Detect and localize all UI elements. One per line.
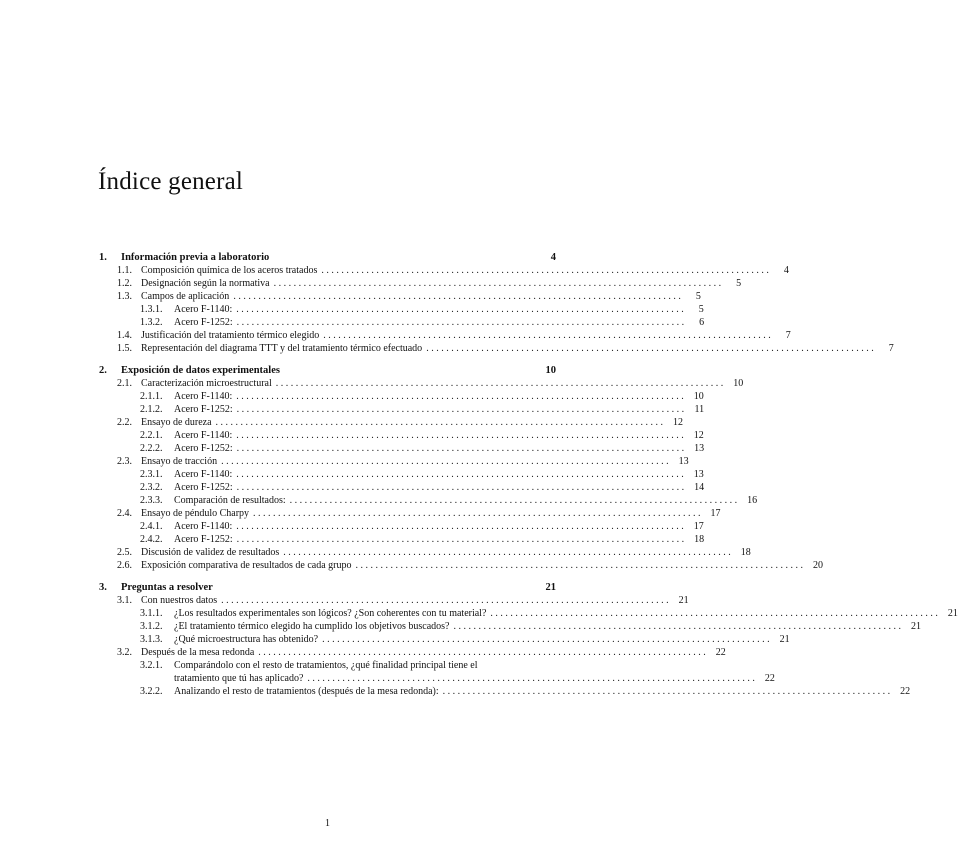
toc-entry-page: 21 <box>678 595 689 606</box>
toc-entry-number: 2.3.2. <box>140 482 163 493</box>
toc-subsection-entry[interactable] <box>140 403 705 416</box>
toc-leader-dots <box>233 290 681 303</box>
toc-entry-label: Acero F-1252: <box>174 482 233 493</box>
toc-entry-label: Representación del diagrama TTT y del tratamiento térmico efectuado <box>141 343 423 354</box>
toc-leader-dots <box>236 390 684 403</box>
toc-entry-number: 3.2.2. <box>140 686 163 697</box>
toc-subsection-entry[interactable] <box>140 659 556 672</box>
toc-entry-label: Caracterización microestructural <box>141 378 272 389</box>
toc-entry-label: Acero F-1140: <box>174 304 233 315</box>
toc-leader-dots <box>216 416 664 429</box>
toc-leader-dots <box>237 442 685 455</box>
toc-leader-dots <box>236 468 684 481</box>
toc-entry-label: Justificación del tratamiento térmico elegido <box>141 330 320 341</box>
toc-entry-page: 4 <box>550 252 556 263</box>
toc-entry-number: 3.1. <box>117 595 132 606</box>
toc-section-entry[interactable] <box>117 277 742 290</box>
toc-entry-label: Designación según la normativa <box>141 278 270 289</box>
toc-entry-page: 18 <box>740 547 751 558</box>
toc-leader-dots <box>443 685 891 698</box>
toc-subsection-entry[interactable] <box>140 316 705 329</box>
toc-leader-dots <box>490 607 938 620</box>
toc-entry-number: 2.6. <box>117 560 132 571</box>
toc-leader-dots <box>236 303 684 316</box>
toc-entry-label: Acero F-1252: <box>174 317 233 328</box>
toc-entry-page: 5 <box>736 278 742 289</box>
toc-leader-dots <box>274 277 722 290</box>
toc-leader-dots <box>276 377 724 390</box>
toc-entry-label: Analizando el resto de tratamientos (después de la mesa redonda): <box>174 686 439 697</box>
toc-leader-dots <box>426 342 874 355</box>
toc-entry-page: 5 <box>698 304 704 315</box>
toc-entry-number: 2.4. <box>117 508 132 519</box>
toc-leader-dots <box>236 429 684 442</box>
toc-entry-page: 10 <box>693 391 704 402</box>
toc-entry-number: 2. <box>99 365 107 376</box>
toc-entry-number: 2.3.1. <box>140 469 163 480</box>
toc-section-entry[interactable] <box>117 264 789 277</box>
toc-subsection-entry[interactable] <box>140 533 705 546</box>
toc-entry-number: 2.1.1. <box>140 391 163 402</box>
toc-entry-page: 5 <box>695 291 701 302</box>
toc-entry-number: 1.1. <box>117 265 132 276</box>
toc-leader-dots <box>237 533 685 546</box>
toc-leader-dots <box>323 329 771 342</box>
toc-leader-dots <box>253 507 701 520</box>
toc-subsection-entry[interactable] <box>140 685 911 698</box>
toc-entry-number: 2.2.2. <box>140 443 163 454</box>
toc-section-entry[interactable] <box>117 594 689 607</box>
toc-entry-page: 16 <box>747 495 758 506</box>
toc-entry-label: Composición química de los aceros tratados <box>141 265 318 276</box>
toc-entry-page: 6 <box>699 317 705 328</box>
toc-entry-label: Acero F-1252: <box>174 534 233 545</box>
toc-section-entry[interactable] <box>117 559 823 572</box>
toc-leader-dots <box>322 633 770 646</box>
toc-section-entry[interactable] <box>117 329 791 342</box>
toc-leader-dots <box>237 481 685 494</box>
toc-entry-page: 11 <box>694 404 705 415</box>
toc-entry-page: 13 <box>693 469 704 480</box>
toc-entry-label: Acero F-1140: <box>174 521 233 532</box>
toc-entry-page: 7 <box>888 343 894 354</box>
toc-subsection-entry[interactable] <box>140 429 704 442</box>
toc-subsection-entry[interactable] <box>140 620 921 633</box>
toc-entry-number: 2.4.1. <box>140 521 163 532</box>
toc-entry-page: 17 <box>693 521 704 532</box>
toc-leader-dots <box>236 520 684 533</box>
toc-entry-number: 1.3.1. <box>140 304 163 315</box>
toc-entry-label: Preguntas a resolver <box>121 582 213 593</box>
toc-entry-number: 3.1.1. <box>140 608 163 619</box>
toc-entry-label: Acero F-1140: <box>174 391 233 402</box>
toc-entry-label: Comparándolo con el resto de tratamientos, ¿qué finalidad principal tiene el <box>174 660 478 671</box>
toc-leader-dots <box>453 620 901 633</box>
toc-chapter-entry[interactable] <box>99 364 556 377</box>
toc-entry-page: 13 <box>694 443 705 454</box>
toc-entry-page: 21 <box>910 621 921 632</box>
page-title: Índice general <box>98 168 244 195</box>
toc-entry-label: Acero F-1140: <box>174 430 233 441</box>
page-number: 1 <box>325 818 330 829</box>
toc-leader-dots <box>221 594 669 607</box>
toc-subsection-entry[interactable] <box>140 633 790 646</box>
toc-entry-page: 22 <box>764 673 775 684</box>
toc-section-entry[interactable] <box>117 342 894 355</box>
toc-subsection-entry[interactable] <box>140 607 958 620</box>
toc-entry-page: 18 <box>694 534 705 545</box>
toc-entry-number: 1.4. <box>117 330 132 341</box>
toc-entry-number: 2.1.2. <box>140 404 163 415</box>
toc-entry-label: Ensayo de tracción <box>141 456 218 467</box>
toc-entry-page: 21 <box>779 634 790 645</box>
toc-leader-dots <box>221 455 669 468</box>
toc-entry-number: 1.2. <box>117 278 132 289</box>
toc-entry-label: Con nuestros datos <box>141 595 218 606</box>
toc-entry-label-continued: tratamiento que tú has aplicado? <box>174 673 304 684</box>
toc-leader-dots <box>283 546 731 559</box>
toc-entry-number: 2.2. <box>117 417 132 428</box>
toc-entry-number: 1.3.2. <box>140 317 163 328</box>
toc-entry-label: Discusión de validez de resultados <box>141 547 280 558</box>
toc-entry-number: 2.4.2. <box>140 534 163 545</box>
toc-section-entry[interactable] <box>117 377 744 390</box>
toc-entry-label: Después de la mesa redonda <box>141 647 255 658</box>
toc-entry-page: 22 <box>715 647 726 658</box>
toc-entry-label: Ensayo de péndulo Charpy <box>141 508 250 519</box>
toc-entry-label: Acero F-1252: <box>174 404 233 415</box>
toc-subsection-entry[interactable] <box>140 520 704 533</box>
toc-entry-page: 21 <box>947 608 958 619</box>
toc-entry-number: 2.5. <box>117 547 132 558</box>
toc-entry-page: 10 <box>733 378 744 389</box>
toc-chapter-entry[interactable] <box>99 251 556 264</box>
toc-leader-dots <box>290 494 738 507</box>
toc-subsection-entry[interactable] <box>140 442 705 455</box>
toc-entry-page: 13 <box>678 456 689 467</box>
toc-leader-dots <box>355 559 803 572</box>
toc-chapter-entry[interactable] <box>99 581 556 594</box>
toc-entry-page: 20 <box>812 560 823 571</box>
toc-entry-page: 12 <box>673 417 684 428</box>
toc-entry-number: 3.1.2. <box>140 621 163 632</box>
toc-entry-page: 21 <box>545 582 556 593</box>
toc-entry-label: ¿Los resultados experimentales son lógicos? ¿Son coherentes con tu material? <box>174 608 487 619</box>
toc-entry-page: 14 <box>694 482 705 493</box>
toc-entry-page: 7 <box>785 330 791 341</box>
toc-entry-label: Información previa a laboratorio <box>121 252 270 263</box>
toc-entry-number: 3.2. <box>117 647 132 658</box>
toc-entry-number: 3.1.3. <box>140 634 163 645</box>
toc-entry-label: ¿El tratamiento térmico elegido ha cumplido los objetivos buscados? <box>174 621 450 632</box>
toc-section-entry[interactable] <box>117 290 701 303</box>
toc-leader-dots <box>237 316 685 329</box>
toc-subsection-entry[interactable] <box>140 494 758 507</box>
toc-leader-dots <box>321 264 769 277</box>
toc-entry-page: 17 <box>710 508 721 519</box>
toc-subsection-entry[interactable] <box>140 468 704 481</box>
toc-entry-number: 3. <box>99 582 107 593</box>
toc-subsection-entry[interactable] <box>140 303 704 316</box>
toc-section-entry[interactable] <box>117 546 751 559</box>
toc-entry-number: 2.2.1. <box>140 430 163 441</box>
toc-entry-label: Acero F-1140: <box>174 469 233 480</box>
toc-entry-label: Exposición comparativa de resultados de cada grupo <box>141 560 352 571</box>
toc-entry-label: Ensayo de dureza <box>141 417 212 428</box>
toc-entry-page: 22 <box>900 686 911 697</box>
toc-entry-number: 3.2.1. <box>140 660 163 671</box>
toc-entry-number: 1.3. <box>117 291 132 302</box>
toc-subsection-continuation[interactable] <box>174 672 775 685</box>
toc-entry-label: ¿Qué microestructura has obtenido? <box>174 634 319 645</box>
toc-leader-dots <box>307 672 755 685</box>
toc-entry-number: 2.3. <box>117 456 132 467</box>
toc-section-entry[interactable] <box>117 455 689 468</box>
toc-entry-page: 12 <box>693 430 704 441</box>
toc-entry-number: 1.5. <box>117 343 132 354</box>
toc-entry-page: 4 <box>783 265 789 276</box>
toc-entry-page: 10 <box>545 365 556 376</box>
toc-entry-label: Acero F-1252: <box>174 443 233 454</box>
toc-entry-label: Campos de aplicación <box>141 291 230 302</box>
toc-entry-label: Comparación de resultados: <box>174 495 286 506</box>
toc-section-entry[interactable] <box>117 507 721 520</box>
toc-entry-number: 2.1. <box>117 378 132 389</box>
toc-leader-dots <box>258 646 706 659</box>
toc-entry-label: Exposición de datos experimentales <box>121 365 280 376</box>
toc-subsection-entry[interactable] <box>140 481 705 494</box>
toc-subsection-entry[interactable] <box>140 390 704 403</box>
toc-section-entry[interactable] <box>117 416 684 429</box>
toc-entry-number: 1. <box>99 252 107 263</box>
toc-leader-dots <box>237 403 685 416</box>
toc-section-entry[interactable] <box>117 646 726 659</box>
toc-entry-number: 2.3.3. <box>140 495 163 506</box>
